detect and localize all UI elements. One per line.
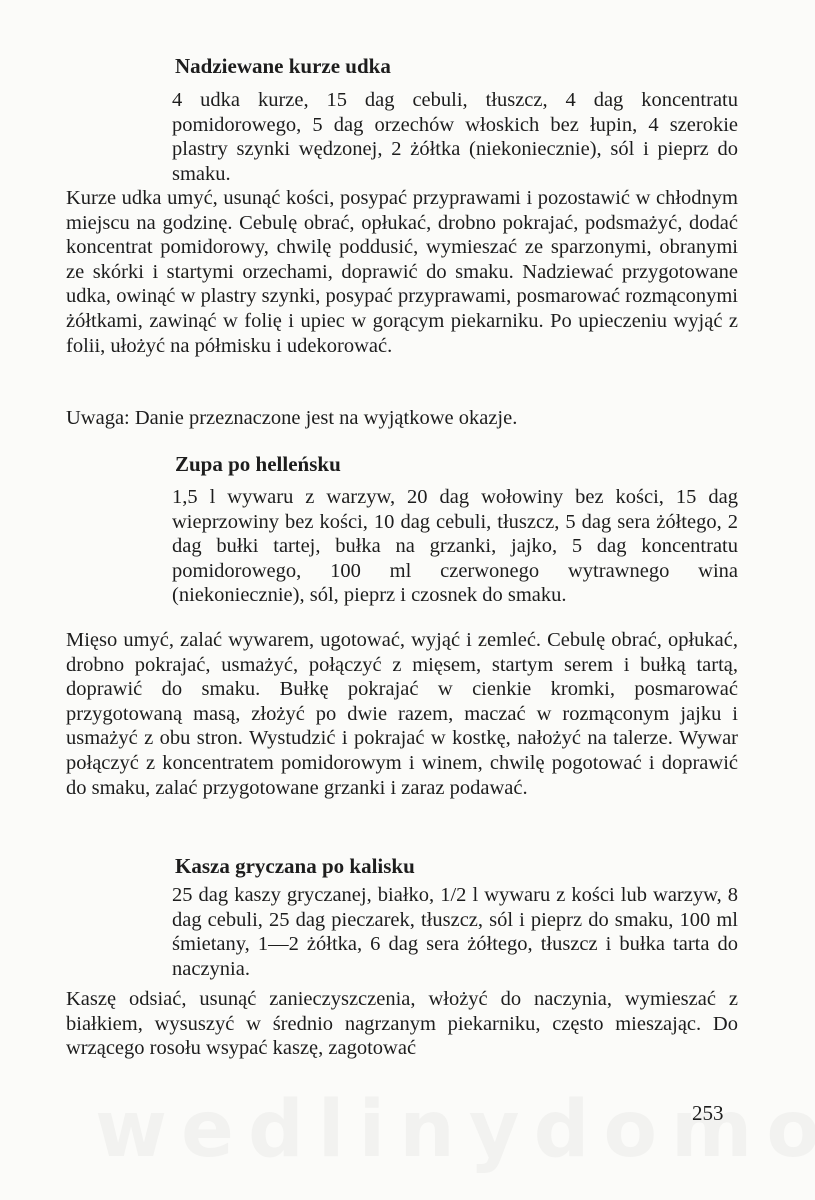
recipe-method: Mięso umyć, zalać wywarem, ugotować, wyjąć i zemleć. Cebulę obrać, opłukać, drobno pokrajać, usmażyć, połączyć z mięsem, startym serem i bułką tartą, doprawić do smaku. Bułkę pokrajać w cienkie kromki, posmarować przygotowaną masą, złożyć po dwie razem, maczać w rozmąconym jajku i usmażyć z obu stron. Wystudzić i pokrajać w kostkę, nałożyć na talerze. Wywar połączyć z koncentratem pomidorowym i winem, chwilę pogotować i doprawić do smaku, zalać przygotowane grzanki i zaraz podawać.	[66, 629, 738, 799]
recipe-title: Kasza gryczana po kalisku	[175, 854, 415, 878]
recipe-method: Kaszę odsiać, usunąć zanieczyszczenia, włożyć do naczynia, wymieszać z białkiem, wysuszyć w średnio nagrzanym piekarniku, często mieszając. Do wrzącego rosołu wsypać kaszę, zagotować	[66, 988, 738, 1060]
page-number: 253	[692, 1101, 724, 1125]
recipe-title: Zupa po helleńsku	[175, 452, 341, 476]
recipe-ingredients: 4 udka kurze, 15 dag cebuli, tłuszcz, 4 dag koncentratu pomidorowego, 5 dag orzechów włoskich bez łupin, 4 szerokie plastry szynki wędzonej, 2 żółtka (niekoniecznie), sól i pieprz do smaku.	[172, 89, 738, 185]
recipe-ingredients: 1,5 l wywaru z warzyw, 20 dag wołowiny bez kości, 15 dag wieprzowiny bez kości, 10 dag cebuli, tłuszcz, 5 dag sera żółtego, 2 dag bułki tartej, bułka na grzanki, jajko, 5 dag koncentratu pomidorowego, 100 ml czerwonego wytrawnego wina (niekoniecznie), sól, pieprz i czosnek do smaku.	[172, 486, 738, 607]
watermark-text	[95, 1085, 815, 1175]
recipe-method: Kurze udka umyć, usunąć kości, posypać przyprawami i pozostawić w chłodnym miejscu na godzinę. Cebulę obrać, opłukać, drobno pokrajać, podsmażyć, dodać koncentrat pomidorowy, chwilę poddusić, wymieszać ze sparzonymi, obranymi ze skórki i startymi orzechami, doprawić do smaku. Nadziewać przygotowane udka, owinąć w plastry szynki, posypać przyprawami, posmarować rozmąconymi żółtkami, zawinąć w folię i upiec w gorącym piekarniku. Po upieczeniu wyjąć z folii, ułożyć na półmisku i udekorować.	[66, 187, 738, 357]
recipe-ingredients: 25 dag kaszy gryczanej, białko, 1/2 l wywaru z kości lub warzyw, 8 dag cebuli, 25 dag pieczarek, tłuszcz, sól i pieprz do smaku, 100 ml śmietany, 1—2 żółtka, 6 dag sera żółtego, tłuszcz i bułka tarta do naczynia.	[172, 884, 738, 980]
recipe-note: Uwaga: Danie przeznaczone jest na wyjątkowe okazje.	[66, 407, 518, 429]
recipe-title: Nadziewane kurze udka	[175, 54, 391, 78]
